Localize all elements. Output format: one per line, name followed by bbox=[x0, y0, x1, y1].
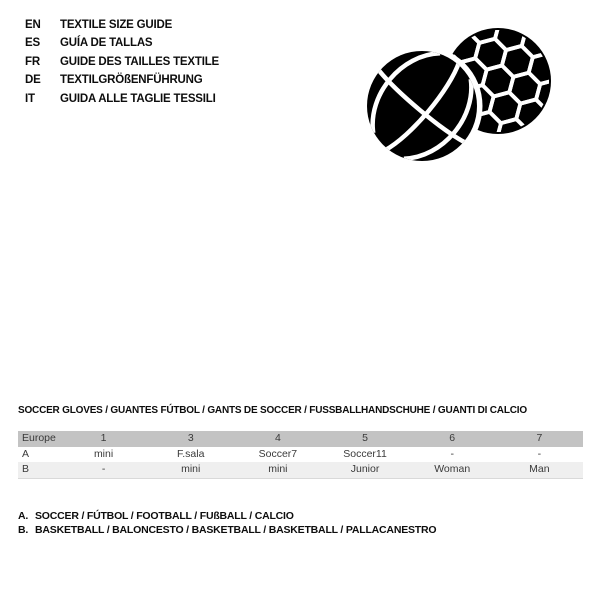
row-label-cell: A bbox=[22, 447, 30, 460]
language-code: IT bbox=[25, 92, 35, 105]
language-code: ES bbox=[25, 37, 40, 50]
table-cell: mini bbox=[93, 447, 114, 460]
footnote bbox=[18, 509, 583, 524]
table-cell: - bbox=[537, 447, 542, 460]
language-label: GUÍA DE TALLAS bbox=[60, 37, 153, 50]
footnote bbox=[18, 523, 583, 538]
footnote-key: A. bbox=[18, 509, 29, 522]
language-row bbox=[25, 71, 219, 89]
table-row bbox=[18, 447, 583, 463]
table-header-cell: 5 bbox=[321, 431, 408, 447]
size-table bbox=[18, 431, 583, 479]
table-header-cell: 3 bbox=[147, 431, 234, 447]
language-label: GUIDE DES TAILLES TEXTILE bbox=[60, 55, 219, 68]
language-row bbox=[25, 90, 219, 108]
language-label: TEXTILE SIZE GUIDE bbox=[60, 19, 173, 31]
table-cell: Junior bbox=[321, 462, 408, 478]
table-cell: Soccer7 bbox=[258, 447, 298, 460]
footnote-text: SOCCER / FÚTBOL / FOOTBALL / FUßBALL / CALCIO bbox=[35, 509, 294, 522]
table-cell: - bbox=[450, 447, 454, 460]
footnote-text: BASKETBALL / BALONCESTO / BASKETBALL / BASKETBALL / PALLACANESTRO bbox=[35, 524, 437, 536]
table-cell: mini bbox=[234, 462, 321, 478]
table-header-row bbox=[18, 431, 583, 447]
row-label-cell: B bbox=[18, 462, 60, 478]
language-label: TEXTILGRÖßENFÜHRUNG bbox=[60, 74, 203, 87]
table-row bbox=[18, 462, 583, 478]
language-code: EN bbox=[25, 19, 41, 31]
table-header-cell: 1 bbox=[60, 431, 147, 447]
language-code: FR bbox=[25, 55, 40, 68]
language-row bbox=[25, 34, 219, 52]
table-cell: - bbox=[60, 462, 147, 478]
language-row bbox=[25, 53, 219, 71]
language-label: GUIDA ALLE TAGLIE TESSILI bbox=[60, 92, 216, 105]
table-cell: Man bbox=[496, 462, 583, 478]
language-list bbox=[25, 16, 219, 108]
table-cell: Woman bbox=[409, 462, 496, 478]
size-guide-title: SOCCER GLOVES / GUANTES FÚTBOL / GANTS DE SOCCER / FUSSBALLHANDSCHUHE / GUANTI DI CALCIO bbox=[18, 405, 527, 416]
footnotes bbox=[18, 509, 583, 538]
table-cell: mini bbox=[147, 462, 234, 478]
table-header-cell: 4 bbox=[234, 431, 321, 447]
table-header-cell: 7 bbox=[496, 431, 583, 447]
footnote-key: B. bbox=[18, 524, 29, 536]
table-header-cell: Europe bbox=[18, 431, 60, 447]
sports-balls-icon bbox=[360, 20, 555, 170]
table-cell: F.sala bbox=[177, 447, 205, 460]
language-code: DE bbox=[25, 74, 41, 87]
language-row bbox=[25, 16, 219, 34]
table-cell: Soccer11 bbox=[343, 447, 387, 460]
table-header-cell: 6 bbox=[409, 431, 496, 447]
size-guide-section bbox=[18, 404, 583, 538]
